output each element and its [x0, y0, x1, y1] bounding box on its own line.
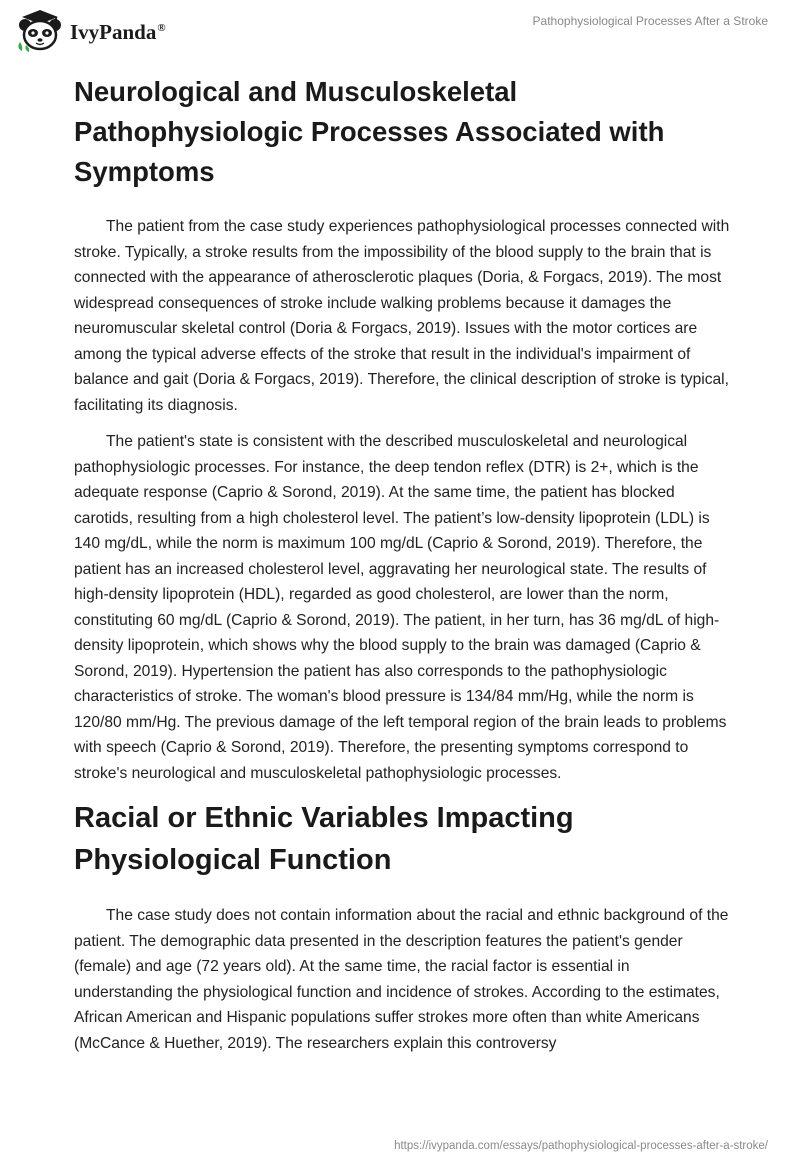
article-body — [74, 72, 730, 1067]
brand-name — [70, 20, 166, 45]
brand-logo[interactable] — [14, 8, 166, 52]
registered-mark: ® — [157, 21, 166, 34]
section-heading-racial-ethnic: Racial or Ethnic Variables Impacting Physiological Function — [74, 802, 574, 876]
brand-name-text: IvyPanda — [70, 19, 157, 44]
paragraph: The case study does not contain information about the racial and ethnic background of the patient. The demographic data presented in the description features the patient's gender (female) and age (72 years old). At the same time, the racial factor is essential in understanding the physiological function and incidence of strokes. According to the estimates, African American and Hispanic populations suffer strokes more often than white Americans (McCance & Huether, 2019). The researchers explain this controversy — [74, 907, 729, 1052]
page-header — [0, 0, 800, 60]
paragraph: The patient's state is consistent with the described musculoskeletal and neurological pathophysiologic processes. For instance, the deep tendon reflex (DTR) is 2+, which is the adequate response (Caprio & Sorond, 2019). At the same time, the patient has blocked carotids, resulting from a high cholesterol level. The patient’s low-density lipoprotein (LDL) is 140 mg/dL, while the norm is maximum 100 mg/dL (Caprio & Sorond, 2019). Therefore, the patient has an increased cholesterol level, aggravating her neurological state. The results of high-density lipoprotein (HDL), regarded as good cholesterol, are lower than the norm, constituting 60 mg/dL (Caprio & Sorond, 2019). The patient, in her turn, has 36 mg/dL of high-density lipoprotein, which shows why the blood supply to the brain was damaged (Caprio & Sorond, 2019). Hypertension the patient has also corresponds to the pathophysiologic characteristics of stroke. The woman's blood pressure is 134/84 mm/Hg, while the norm is 120/80 mm/Hg. The previous damage of the left temporal region of the brain leads to problems with speech (Caprio & Sorond, 2019). Therefore, the presenting symptoms correspond to stroke's neurological and musculoskeletal pathophysiologic processes. — [74, 433, 727, 782]
paragraph: The patient from the case study experiences pathophysiological processes connected with stroke. Typically, a stroke results from the impossibility of the blood supply to the brain that is connected with the appearance of atherosclerotic plaques (Doria, & Forgacs, 2019). The most widespread consequences of stroke include walking problems because it damages the neuromuscular skeletal control (Doria & Forgacs, 2019). Issues with the motor cortices are among the typical adverse effects of the stroke that result in the individual's impairment of balance and gait (Doria & Forgacs, 2019). Therefore, the clinical description of stroke is typical, facilitating its diagnosis. — [74, 218, 730, 414]
panda-logo-icon — [14, 8, 66, 52]
section-heading-neurological: Neurological and Musculoskeletal Pathophysiologic Processes Associated with Symptoms — [74, 76, 665, 187]
source-url-link[interactable]: https://ivypanda.com/essays/pathophysiological-processes-after-a-stroke/ — [394, 1140, 768, 1152]
document-title: Pathophysiological Processes After a Stroke — [532, 14, 768, 28]
